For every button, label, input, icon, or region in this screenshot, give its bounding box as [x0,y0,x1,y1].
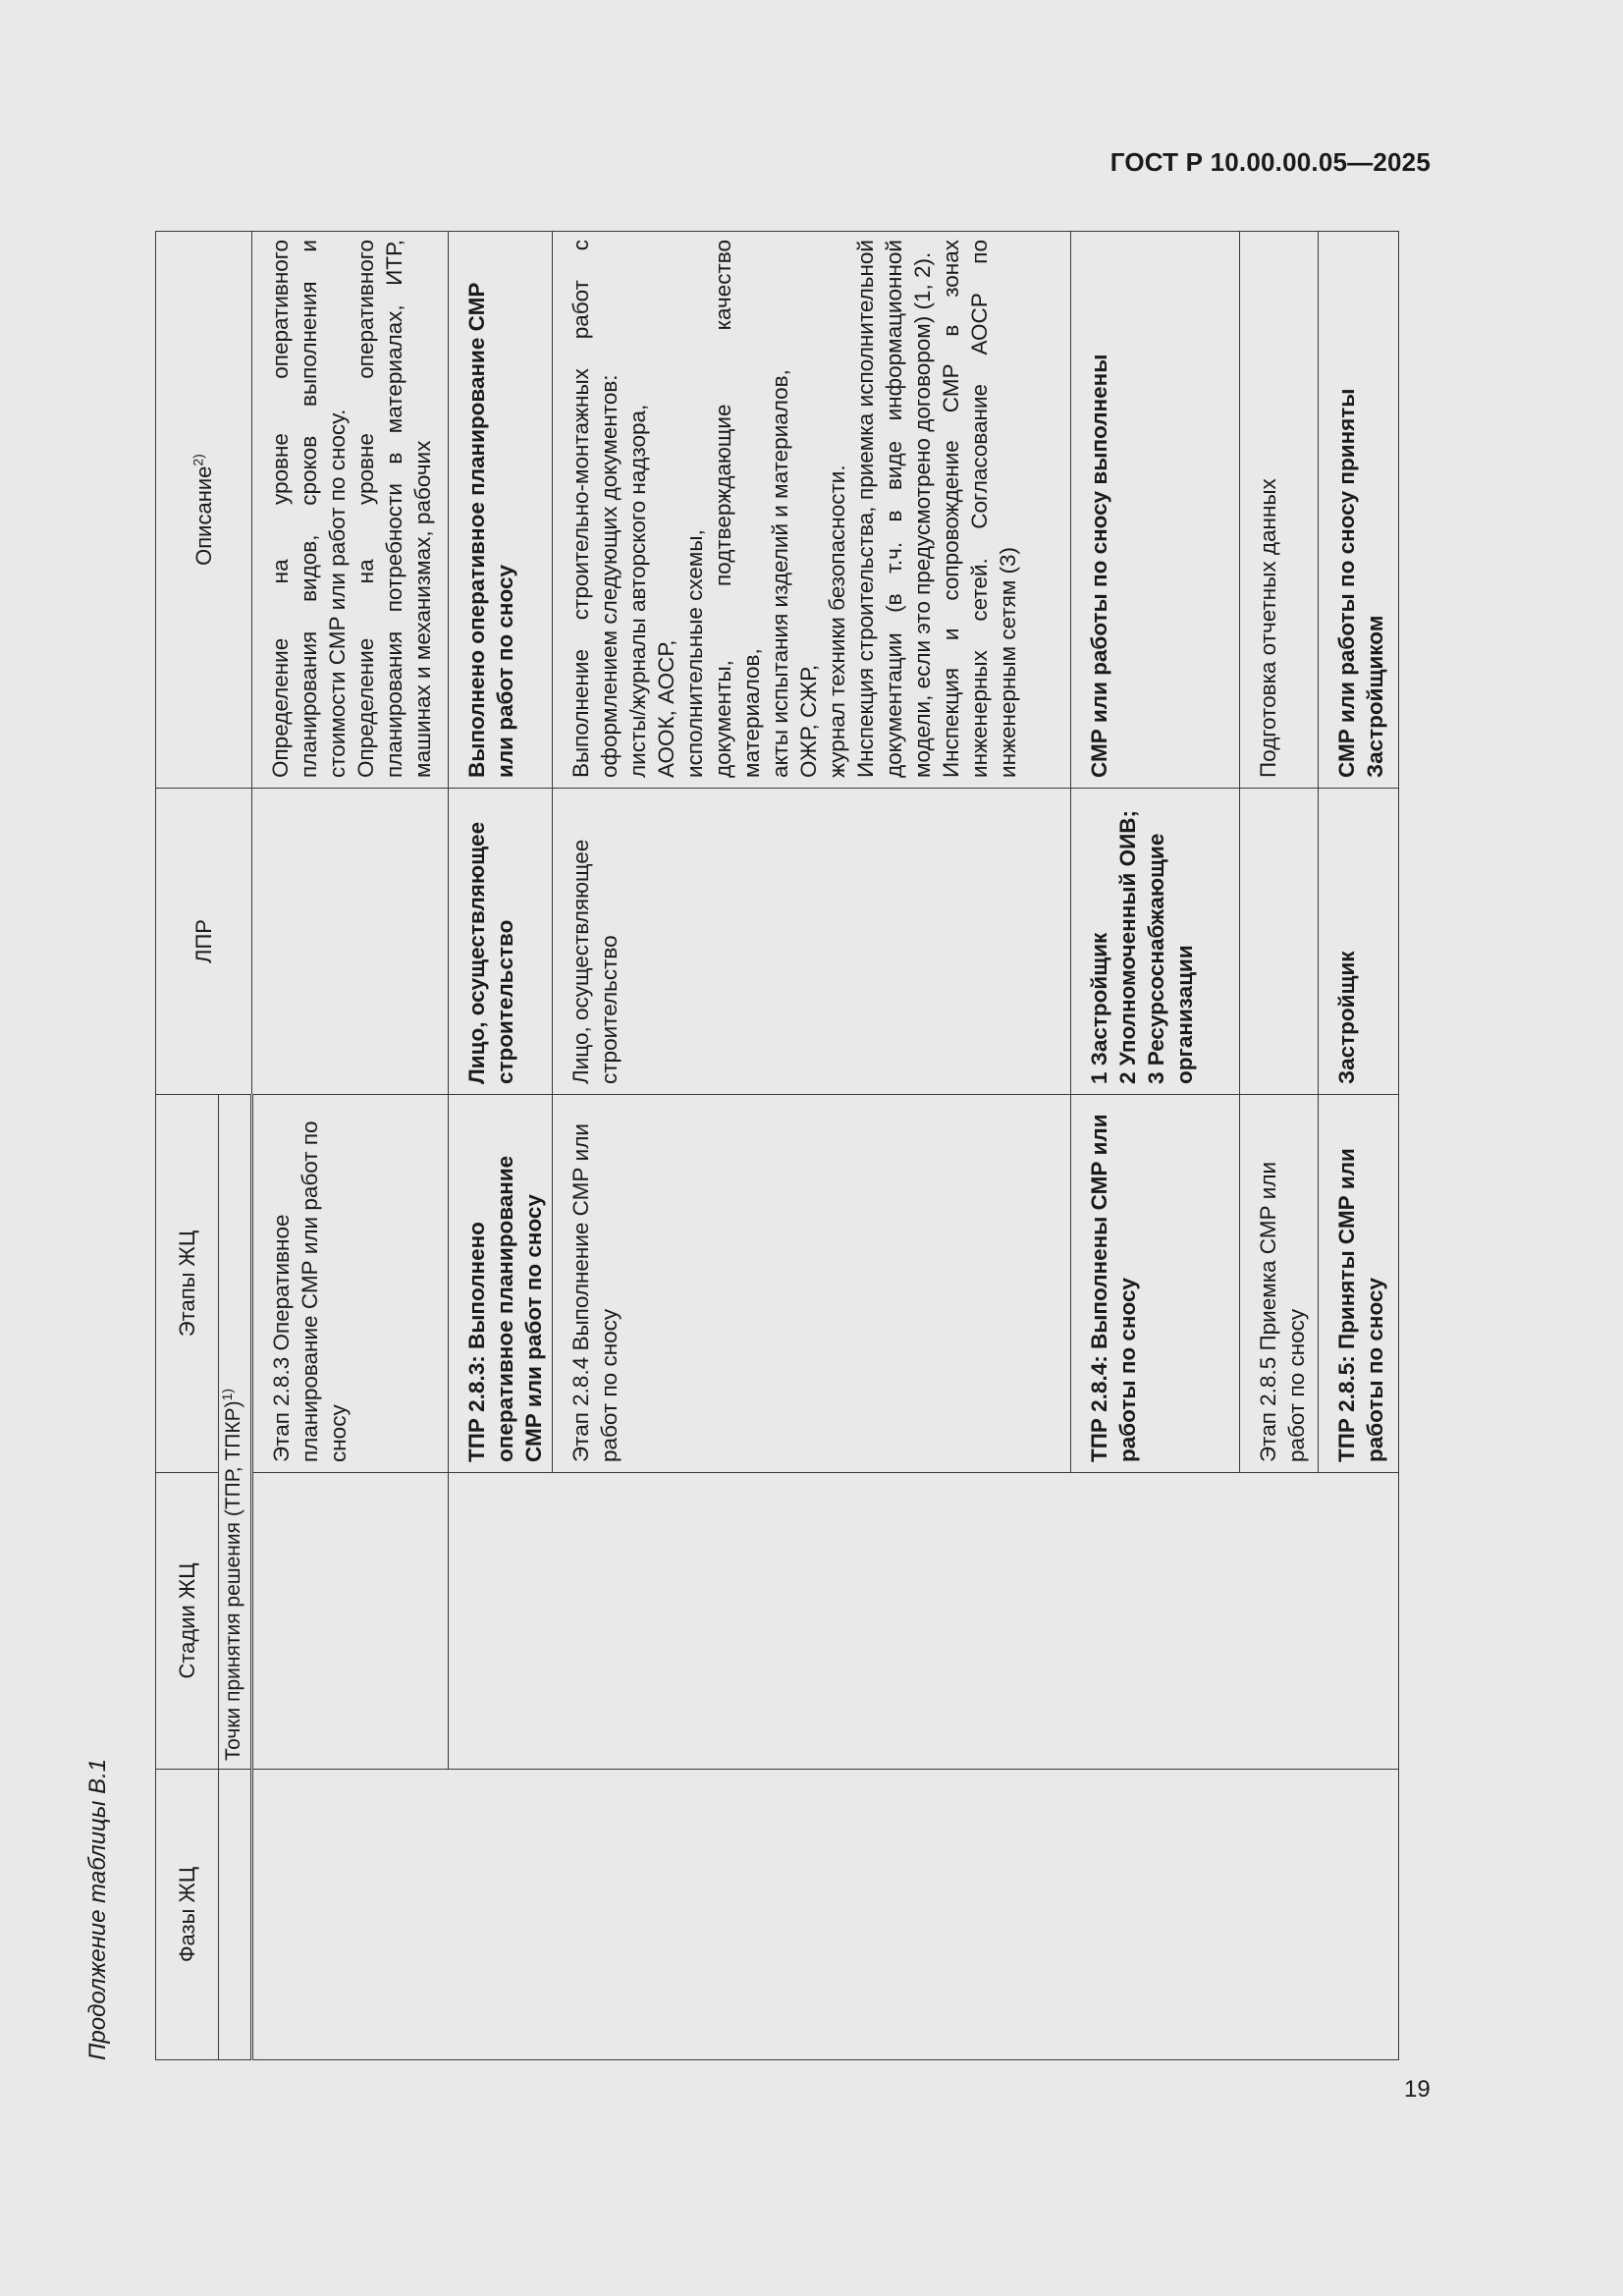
decision-points-text: Точки принятия решения (ТПР, ТПКР) [222,1400,244,1761]
decision-points-blank [219,1770,252,2060]
description-line: Инспекция строительства, приемка исполнительной документации (в т.ч. в виде информационной модели, если это предусмотрено договором) (1, 2). [853,240,935,778]
lpr-line: 2 Уполномоченный ОИВ; [1115,809,1140,1084]
rotated-table-area [84,232,1396,2060]
description-line: АООК, АОСР, [654,639,678,778]
lpr-cell [252,789,449,1095]
lpr-cell [1240,789,1319,1095]
description-cell: СМР или работы по сносу выполнены [1071,232,1240,789]
phase-cell [252,1770,1399,2060]
description-cell [252,232,449,789]
stage-cell [252,1473,449,1770]
header-stages: Стадии ЖЦ [156,1473,219,1770]
lpr-cell: Застройщик [1319,789,1399,1095]
description-line: Выполнение строительно-монтажных работ с оформлением следующих документов: [568,240,622,778]
description-line: ОЖР, СЖР, [796,664,821,778]
stage-cell [449,1473,1399,1770]
description-cell: СМР или работы по сносу приняты Застройщиком [1319,232,1399,789]
description-line: листы/журналы авторского надзора, [625,404,650,778]
header-phases: Фазы ЖЦ [156,1770,219,2060]
description-cell: Выполнено оперативное планирование СМР или работ по сносу [449,232,553,789]
table-row [252,232,449,2060]
table-caption: Продолжение таблицы В.1 [84,1758,111,2060]
step-cell: Этап 2.8.3 Оперативное планирование СМР или работ по сносу [252,1095,449,1473]
header-description-note: 2) [189,454,206,466]
header-row [156,232,219,2060]
lpr-line: 3 Ресурсоснабжающие организации [1144,833,1197,1084]
document-code: ГОСТ Р 10.00.00.05—2025 [1109,147,1431,177]
step-cell: ТПР 2.8.4: Выполнены СМР или работы по сносу [1071,1095,1240,1473]
lpr-cell: Лицо, осуществляющее строительство [449,789,553,1095]
decision-points-note: 1) [219,1388,235,1401]
header-lpr: ЛПР [156,789,252,1095]
header-description-text: Описание [191,465,216,566]
header-description [156,232,252,789]
description-line: Определение на уровне оперативного планирования видов, сроков выполнения и стоимости СМР или работ по сносу. [268,240,350,778]
step-cell: Этап 2.8.5 Приемка СМР или работ по сносу [1240,1095,1319,1473]
decision-points-label [219,1095,252,1770]
description-cell: Подготовка отчетных данных [1240,232,1319,789]
page-number: 19 [1404,2076,1431,2103]
step-cell: ТПР 2.8.5: Приняты СМР или работы по сносу [1319,1095,1399,1473]
lpr-line: 1 Застройщик [1087,932,1111,1084]
description-line: документы, подтверждающие качество материалов, [711,240,764,778]
lpr-cell [1071,789,1240,1095]
description-line: Инспекция и сопровождение СМР в зонах инженерных сетей. Согласование АОСР по инженерным сетям (3) [939,240,1020,778]
description-cell [553,232,1071,789]
lifecycle-table [155,231,1399,2060]
description-line: акты испытания изделий и материалов, [768,369,792,778]
description-line: исполнительные схемы, [682,529,707,778]
description-line: Определение на уровне оперативного планирования потребности в материалах, ИТР, машинах и механизмах, рабочих [353,240,435,778]
step-cell: Этап 2.8.4 Выполнение СМР или работ по сносу [553,1095,1071,1473]
lpr-cell: Лицо, осуществляющее строительство [553,789,1071,1095]
header-steps: Этапы ЖЦ [156,1095,219,1473]
description-line: журнал техники безопасности. [825,465,849,778]
step-cell: ТПР 2.8.3: Выполнено оперативное планирование СМР или работ по сносу [449,1095,553,1473]
